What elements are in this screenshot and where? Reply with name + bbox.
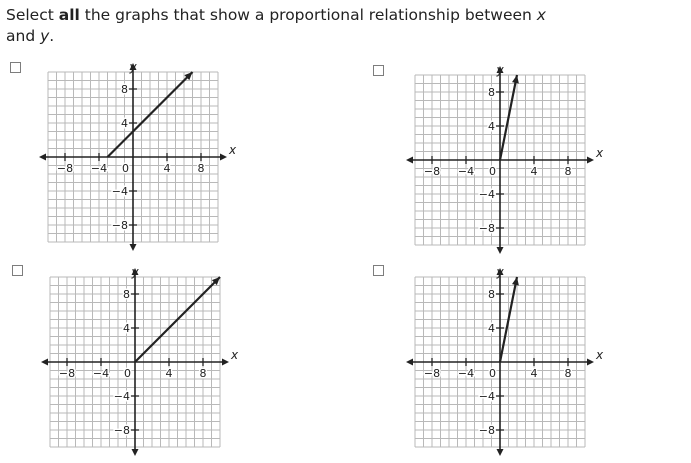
x-axis-label: x [596,348,604,362]
x-axis-arrow-right [587,157,594,164]
x-axis-label: x [229,143,237,157]
y-tick-label: −8 [111,219,128,232]
origin-label: 0 [122,162,129,175]
x-axis-arrow-right [222,359,229,366]
x-tick-label: −8 [423,165,441,178]
x-tick-label: −8 [58,367,76,380]
x-axis-label: x [231,348,239,362]
y-tick-label: −8 [478,424,495,437]
x-axis-arrow-left [406,157,413,164]
y-axis-label: y [131,265,139,279]
x-tick-label: −4 [457,367,475,380]
x-tick-label: −8 [56,162,74,175]
y-axis-arrow-down [497,247,504,254]
origin-label: 0 [124,367,131,380]
y-tick-label: 4 [488,120,495,133]
y-tick-label: 8 [488,288,495,301]
y-tick-label: 4 [121,117,128,130]
prompt-text-1: Select [6,6,59,24]
y-tick-label: −4 [111,185,128,198]
prompt-var-y: y [40,27,50,45]
x-tick-label: 4 [530,165,538,178]
x-tick-label: 4 [165,367,173,380]
y-axis-label: y [129,60,137,74]
x-axis-arrow-left [41,359,48,366]
x-axis-arrow-left [406,359,413,366]
option-b-graph [405,63,604,255]
x-tick-label: 8 [199,367,207,380]
option-d-checkbox[interactable] [373,265,384,276]
x-axis-arrow-left [39,154,46,161]
x-tick-label: 8 [564,367,572,380]
x-tick-label: 8 [564,165,572,178]
y-tick-label: −4 [478,390,495,403]
option-b-checkbox[interactable] [373,65,384,76]
x-axis-arrow-right [587,359,594,366]
x-tick-label: −4 [92,367,110,380]
y-tick-label: 4 [123,322,130,335]
y-tick-label: 8 [121,83,128,96]
prompt-text-3: and [6,27,41,45]
x-tick-label: 4 [530,367,538,380]
y-tick-label: 8 [123,288,130,301]
y-axis-arrow-down [132,449,139,456]
origin-label: 0 [489,165,496,178]
x-axis-arrow-right [220,154,227,161]
y-tick-label: −4 [478,188,495,201]
y-axis-label: y [496,63,504,77]
x-tick-label: 8 [197,162,205,175]
option-d-graph [405,265,604,457]
y-tick-label: −8 [478,222,495,235]
option-c-graph [40,265,239,457]
prompt-var-x: x [536,6,546,24]
y-axis-label: y [496,265,504,279]
x-tick-label: −4 [457,165,475,178]
question-prompt [6,5,676,47]
y-axis-arrow-down [130,244,137,251]
origin-label: 0 [489,367,496,380]
option-c-checkbox[interactable] [12,265,23,276]
prompt-emphasis: all [58,6,80,24]
x-tick-label: 4 [163,162,171,175]
prompt-text-2: the graphs that show a proportional relationship between [79,6,537,24]
option-a-graph [38,60,237,252]
option-a-checkbox[interactable] [10,62,21,73]
y-tick-label: −8 [113,424,130,437]
y-tick-label: 4 [488,322,495,335]
y-tick-label: 8 [488,86,495,99]
x-axis-label: x [596,146,604,160]
y-tick-label: −4 [113,390,130,403]
x-tick-label: −8 [423,367,441,380]
y-axis-arrow-down [497,449,504,456]
prompt-text-4: . [49,27,55,45]
x-tick-label: −4 [90,162,108,175]
